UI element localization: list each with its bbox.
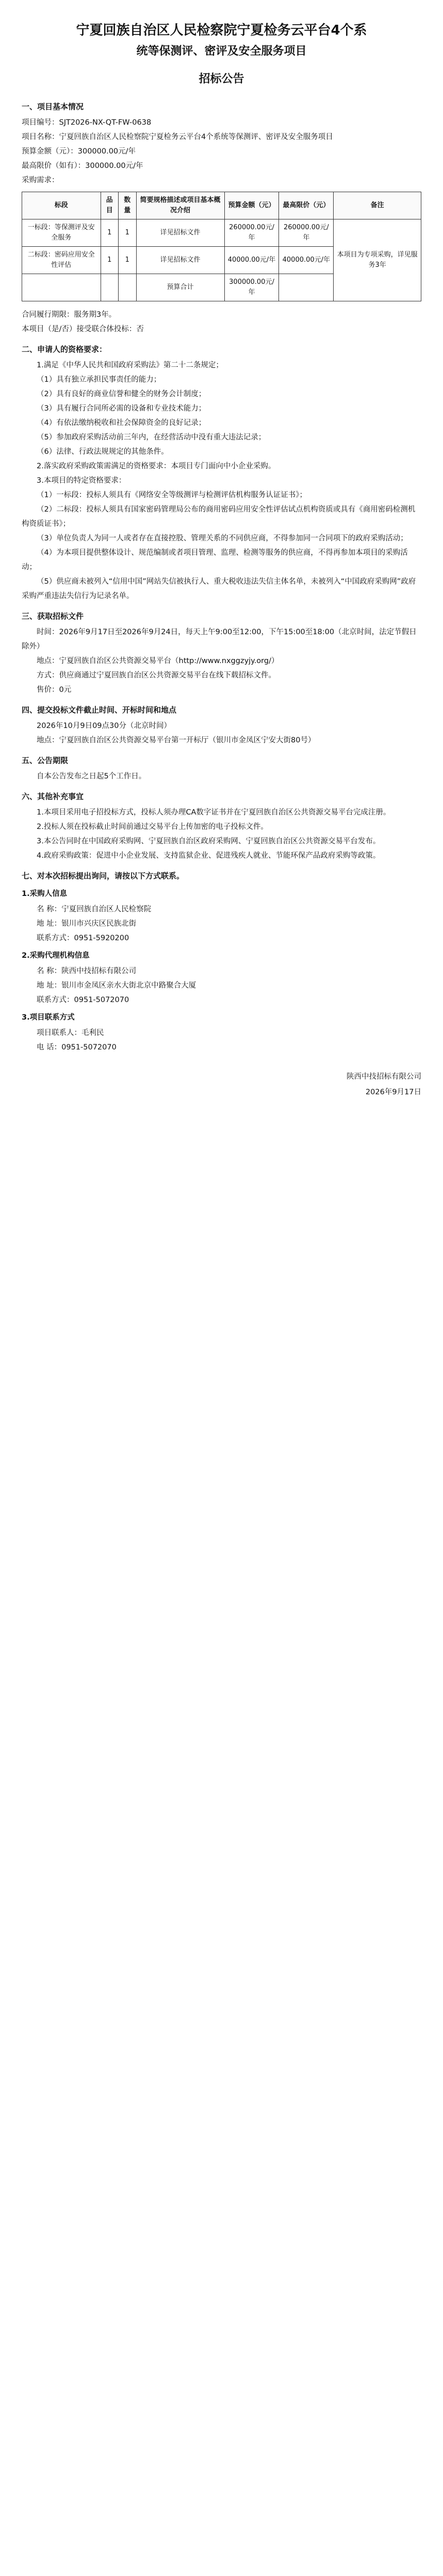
agency-line: 地 址：银川市金凤区亲水大街北京中路聚合大厦	[37, 981, 196, 990]
project-name: 项目名称：宁夏回族自治区人民检察院宁夏检务云平台4个系统等保测评、密评及安全服务项目	[22, 133, 333, 141]
table-header-cell: 备注	[334, 192, 421, 219]
qualification-item: （4）为本项目提供整体设计、规范编制或者项目管理、监理、检测等服务的供应商，不得再参加本项目的采购活动；	[22, 549, 408, 571]
other-matter-item: 2.投标人须在投标截止时间前通过交易平台上传加密的电子投标文件。	[37, 823, 268, 831]
consortium-note: 本项目（是/否）接受联合体投标：否	[22, 325, 144, 333]
contact-heading: 3.项目联系方式	[22, 1013, 75, 1022]
contact-line: 项目联系人：毛利民	[37, 1029, 104, 1037]
section-heading: 四、提交投标文件截止时间、开标时间和地点	[22, 705, 177, 715]
table-cell: 1	[119, 247, 137, 274]
table-cell	[279, 274, 334, 301]
section-heading: 五、公告期限	[22, 756, 69, 765]
section-heading: 三、获取招标文件	[22, 612, 84, 621]
page-title: 宁夏回族自治区人民检察院宁夏检务云平台4个系	[76, 23, 367, 38]
notice-period: 自本公告发布之日起5个工作日。	[37, 772, 146, 781]
table-cell	[119, 274, 137, 301]
table-cell: 1	[101, 219, 119, 247]
qualification-item: （5）供应商未被列入“信用中国”网站失信被执行人、重大税收违法失信主体名单，未被列入“中国政府采购网”政府采购严重违法失信行为记录名单。	[22, 578, 416, 600]
table-header-cell: 数量	[119, 192, 137, 219]
budget-amount: 预算金额（元）：300000.00元/年	[22, 147, 136, 156]
section-heading: 七、对本次招标提出询问，请按以下方式联系。	[22, 871, 185, 880]
other-matter-item: 1.本项目采用电子招投标方式，投标人须办理CA数字证书并在宁夏回族自治区公共资源交易平台完成注册。	[37, 808, 391, 817]
other-matter-item: 3.本公告同时在中国政府采购网、宁夏回族自治区政府采购网、宁夏回族自治区公共资源交易平台发布。	[37, 837, 381, 845]
purchaser-info	[22, 902, 421, 945]
table-header-cell: 标段	[22, 192, 101, 219]
page-title-line2: 统等保测评、密评及安全服务项目	[136, 45, 307, 58]
table-header-cell: 简要规格描述或项目基本概况介绍	[136, 192, 224, 219]
project-number: 项目编号：SJT2026-NX-QT-FW-0638	[22, 118, 152, 127]
purchaser-heading: 1.采购人信息	[22, 890, 68, 898]
table-header-cell: 品目	[101, 192, 119, 219]
announcement-page	[22, 21, 421, 2576]
qualification-item: （3）单位负责人为同一人或者存在直接控股、管理关系的不同供应商，不得参加同一合同项下的政府采购活动；	[37, 534, 408, 543]
qualification-item: （4）有依法缴纳税收和社会保障资金的良好记录；	[37, 419, 206, 427]
page-subtitle: 招标公告	[199, 73, 244, 86]
agency-info	[22, 964, 421, 1007]
qualification-item: 2.落实政府采购政策需满足的资格要求：本项目专门面向中小企业采购。	[37, 462, 276, 470]
contact-line: 电 话：0951-5072070	[37, 1043, 117, 1052]
obtain-price: 售价：0元	[37, 686, 72, 694]
obtain-method: 方式：供应商通过宁夏回族自治区公共资源交易平台在线下载招标文件。	[37, 671, 276, 680]
obtain-time: 时间：2026年9月17日至2026年9月24日，每天上午9:00至12:00，下午15:00至18:00（北京时间，法定节假日除外）	[22, 628, 417, 651]
table-cell: 预算合计	[136, 274, 224, 301]
signoff-agency: 陕西中技招标有限公司	[347, 1073, 421, 1081]
table-cell	[22, 274, 101, 301]
qualification-item: 1.满足《中华人民共和国政府采购法》第二十二条规定；	[37, 361, 223, 369]
table-header-cell: 最高限价（元）	[279, 192, 334, 219]
obtain-place: 地点：宁夏回族自治区公共资源交易平台（http://www.nxggzyjy.org/）	[37, 657, 279, 665]
section-heading: 二、申请人的资格要求：	[22, 345, 107, 354]
purchaser-line: 联系方式：0951-5920200	[37, 934, 129, 942]
signoff	[22, 1069, 421, 1100]
table-row	[22, 219, 421, 247]
qualification-list	[22, 358, 421, 603]
qualification-item: （1）具有独立承担民事责任的能力；	[37, 376, 161, 384]
contact-info	[22, 1026, 421, 1055]
qualification-item: 3.本项目的特定资格要求：	[37, 477, 126, 485]
section-heading: 一、项目基本情况	[22, 102, 84, 111]
table-cell: 1	[101, 247, 119, 274]
purchaser-line: 名 称：宁夏回族自治区人民检察院	[37, 905, 152, 913]
qualification-item: （6）法律、行政法规规定的其他条件。	[37, 448, 169, 456]
bid-deadline: 2026年10月9日09点30分（北京时间）	[37, 722, 171, 730]
ceiling-price: 最高限价（如有）：300000.00元/年	[22, 162, 143, 170]
qualification-item: （2）二标段：投标人须具有国家密码管理局公布的商用密码应用安全性评估试点机构资质或具有《商用密码检测机构资质证书》；	[22, 505, 416, 528]
table-header-row	[22, 192, 421, 219]
table-cell: 260000.00元/年	[279, 219, 334, 247]
table-cell: 40000.00元/年	[224, 247, 279, 274]
signoff-date: 2026年9月17日	[365, 1088, 421, 1096]
qualification-item: （2）具有良好的商业信誉和健全的财务会计制度；	[37, 390, 206, 398]
table-remark-cell: 本项目为专项采购，详见服务3年	[334, 219, 421, 301]
table-cell: 260000.00元/年	[224, 219, 279, 247]
other-matters-list	[22, 805, 421, 863]
agency-line: 名 称：陕西中技招标有限公司	[37, 967, 137, 975]
table-cell: 二标段：密码应用安全性评估	[22, 247, 101, 274]
table-cell: 一标段：等保测评及安全服务	[22, 219, 101, 247]
table-header-cell: 预算金额（元）	[224, 192, 279, 219]
table-cell: 详见招标文件	[136, 247, 224, 274]
requirements-table	[22, 192, 421, 301]
table-cell: 详见招标文件	[136, 219, 224, 247]
table-cell: 40000.00元/年	[279, 247, 334, 274]
table-cell: 300000.00元/年	[224, 274, 279, 301]
table-cell	[101, 274, 119, 301]
procurement-needs-label: 采购需求：	[22, 176, 59, 184]
other-matter-item: 4.政府采购政策：促进中小企业发展、支持监狱企业、促进残疾人就业、节能环保产品政府采购等政策。	[37, 852, 381, 860]
purchaser-line: 地 址：银川市兴庆区民族北街	[37, 920, 137, 928]
table-cell: 1	[119, 219, 137, 247]
agency-heading: 2.采购代理机构信息	[22, 952, 90, 960]
qualification-item: （3）具有履行合同所必需的设备和专业技术能力；	[37, 404, 206, 413]
bid-place: 地点：宁夏回族自治区公共资源交易平台第一开标厅（银川市金凤区宁安大街80号）	[37, 736, 316, 744]
section-heading: 六、其他补充事宜	[22, 792, 84, 801]
contract-period: 合同履行期限：服务期3年。	[22, 311, 117, 319]
qualification-item: （5）参加政府采购活动前三年内，在经营活动中没有重大违法记录；	[37, 433, 266, 442]
agency-line: 联系方式：0951-5072070	[37, 996, 129, 1004]
qualification-item: （1）一标段：投标人须具有《网络安全等级测评与检测评估机构服务认证证书》；	[37, 491, 307, 499]
